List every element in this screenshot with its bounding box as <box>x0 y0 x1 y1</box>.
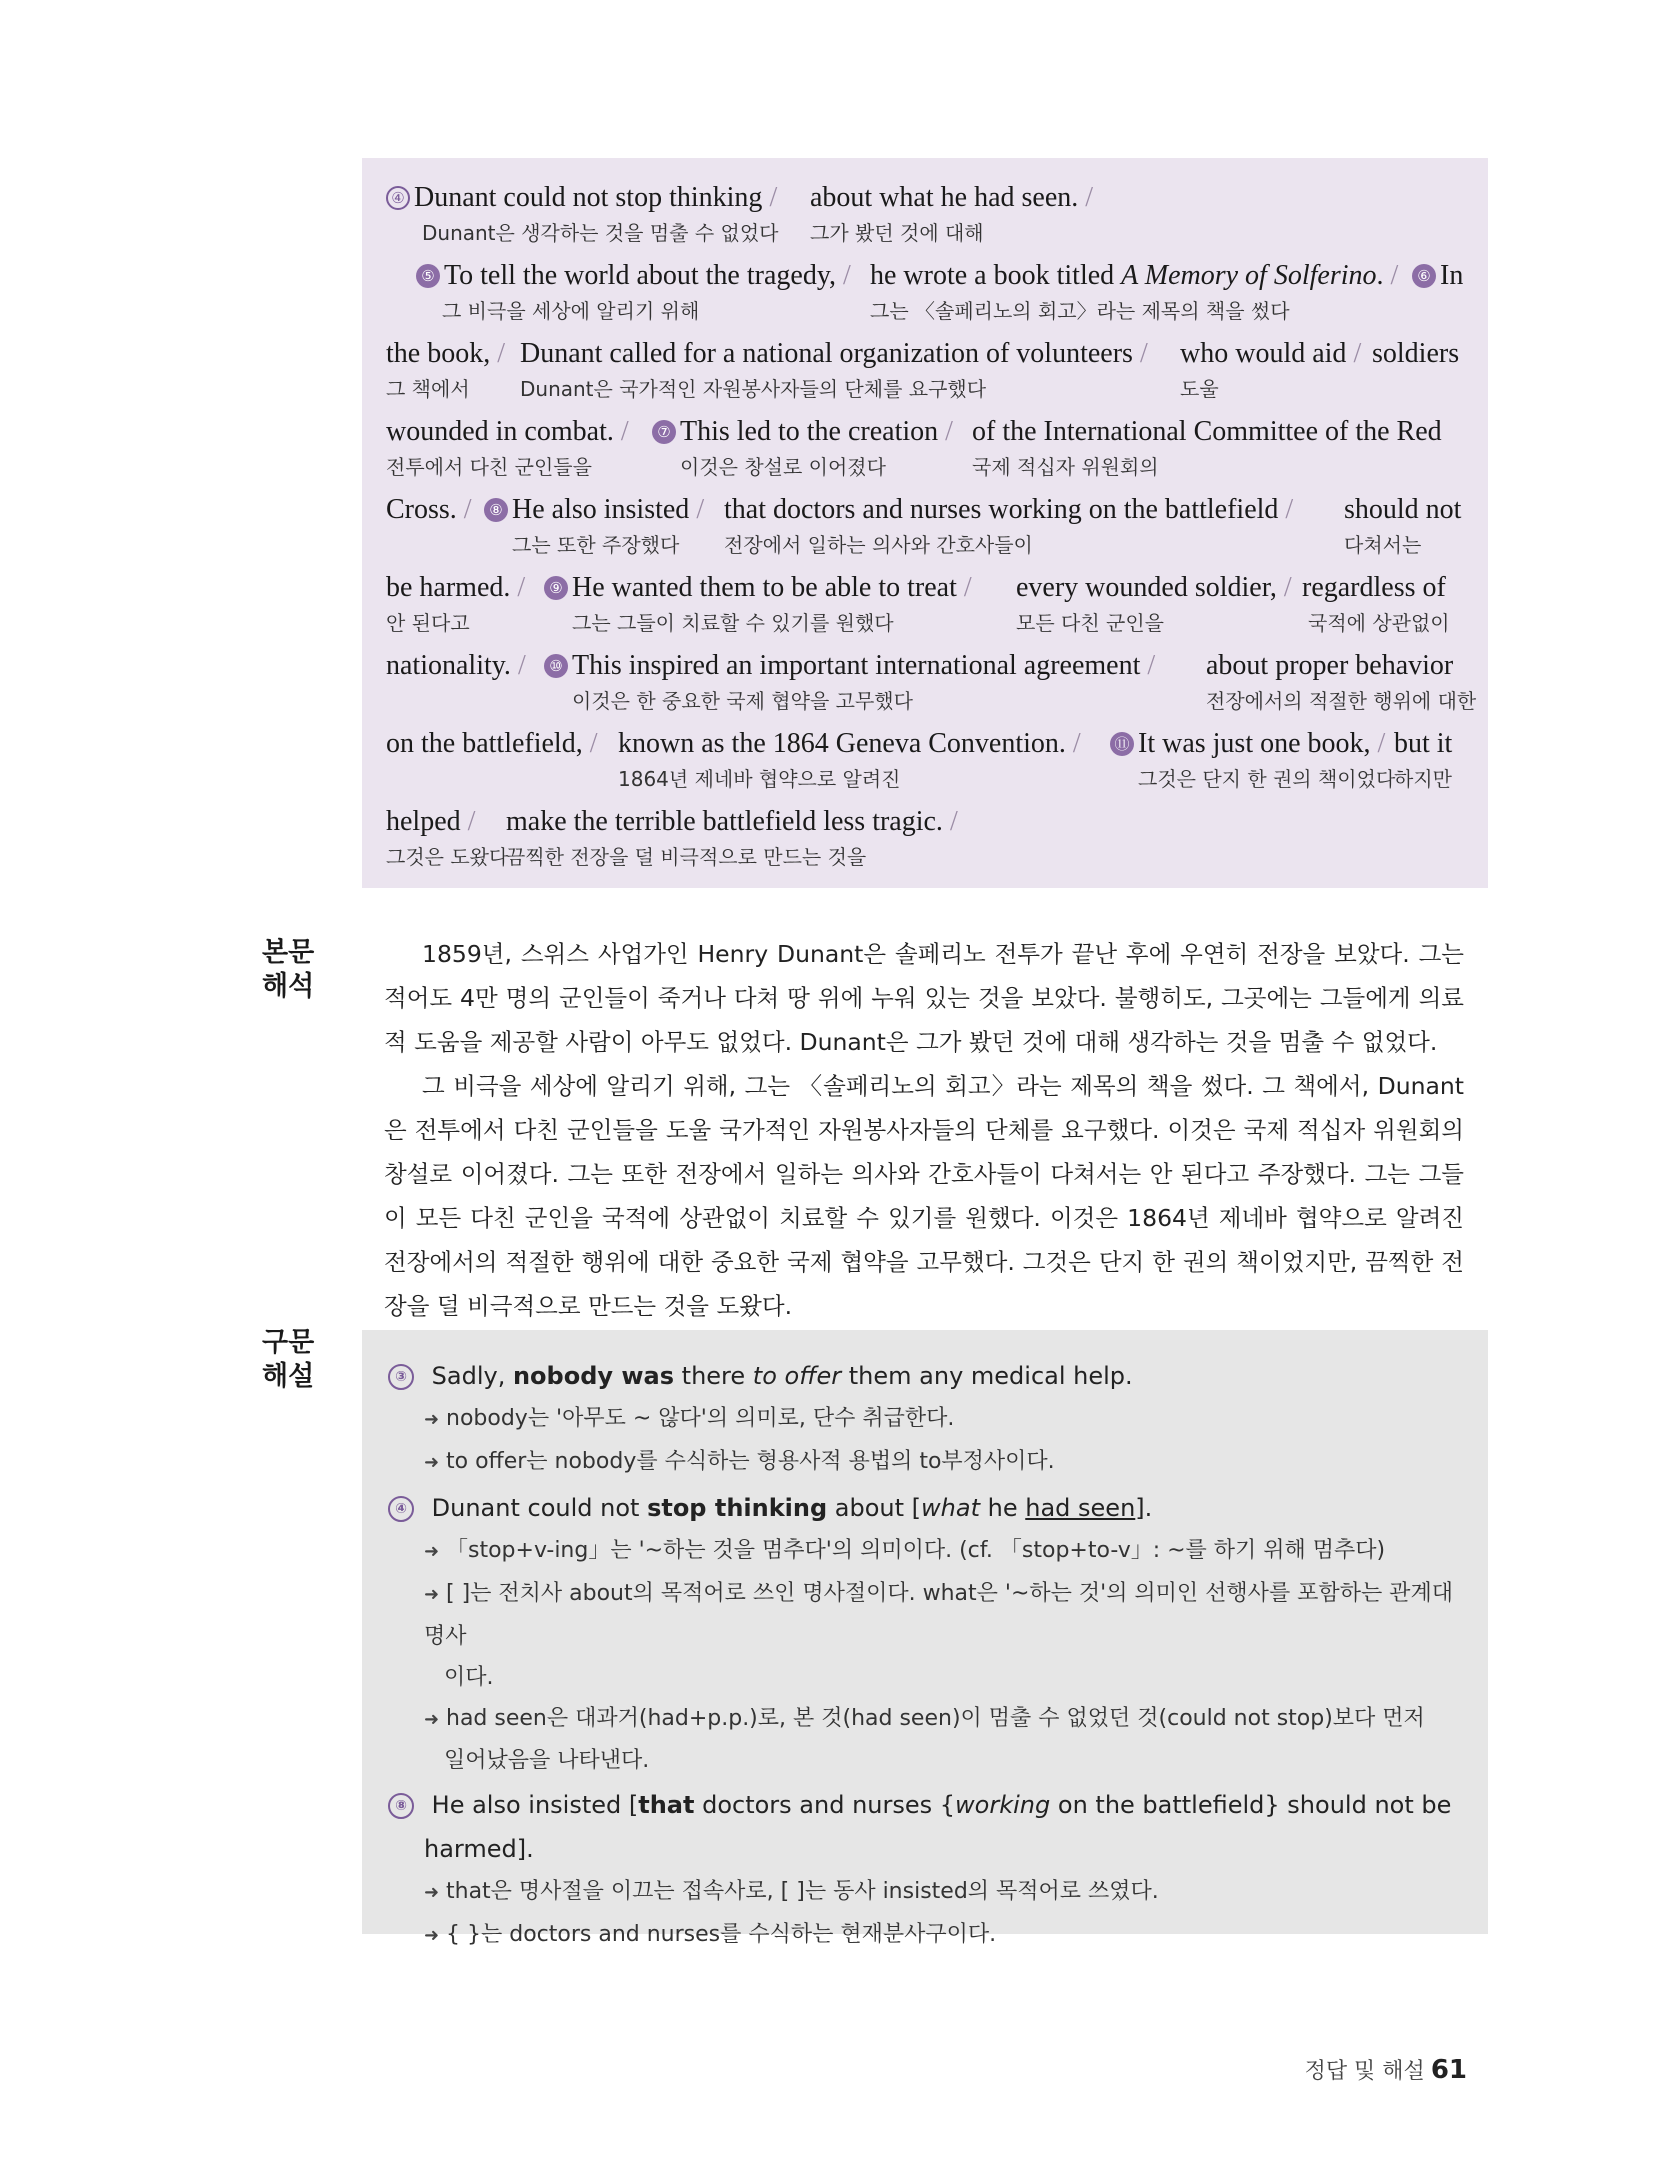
sentence-text: Sadly, <box>431 1362 513 1390</box>
segment-english-text: He also insisted <box>512 494 690 525</box>
chunk-slash: / <box>1085 182 1094 213</box>
chunk-slash: / <box>949 806 958 837</box>
note-text: { }는 doctors and nurses를 수식하는 현재분사구이다. <box>446 1922 997 1947</box>
segment-english <box>544 568 972 608</box>
arrow-icon: ➜ <box>424 1541 440 1562</box>
segment-korean: 끔찍한 전장을 덜 비극적으로 만드는 것을 <box>506 845 867 869</box>
sentence-italic: to offer <box>752 1362 842 1390</box>
sentence-text: he <box>980 1494 1026 1522</box>
segment-english <box>386 490 472 530</box>
reading-segment <box>972 412 1442 482</box>
chunk-slash: / <box>1283 572 1292 603</box>
arrow-icon: ➜ <box>424 1409 440 1430</box>
sentence-number: ⑩ <box>544 654 568 678</box>
segment-english-text: known as the 1864 Geneva Convention. <box>618 728 1066 759</box>
segment-english-text: about what he had seen. <box>810 182 1079 213</box>
segment-english-text: should not <box>1344 494 1462 525</box>
chunk-slash: / <box>1072 728 1081 759</box>
segment-english-text: who would aid <box>1180 338 1347 369</box>
sentence-text: them any medical help. <box>841 1362 1133 1390</box>
reading-segment <box>484 490 704 560</box>
segment-english <box>386 724 598 764</box>
chunk-slash: / <box>497 338 505 369</box>
translation-paragraph: 1859년, 스위스 사업가인 Henry Dunant은 솔페리노 전투가 끝난 후에 우연히 전장을 보았다. 그는 적어도 4만 명의 군인들이 죽거나 다쳐 땅 위에 누워 있는 것을 보았다. 불행히도, 그곳에는 그들에게 의료적 도움을 제공할 사람이 아무도 없었다. Dunant은 그가 봤던 것에 대해 생각하는 것을 멈출 수 없었다. <box>384 940 1464 1056</box>
segment-korean: 그것은 단지 한 권의 책이었다 <box>1138 767 1396 791</box>
reading-line <box>386 334 1464 412</box>
reading-segment <box>544 646 1155 716</box>
grammar-item <box>388 1486 1468 1530</box>
segment-english <box>810 178 1093 218</box>
label-line: 해석 <box>262 971 315 1002</box>
reading-segment <box>870 256 1398 326</box>
arrow-icon: ➜ <box>424 1584 440 1605</box>
reading-segment <box>386 490 472 530</box>
segment-korean: Dunant은 생각하는 것을 멈출 수 없었다 <box>422 221 779 245</box>
segment-english-text: every wounded soldier, <box>1016 572 1277 603</box>
segment-korean: 모든 다친 군인을 <box>1016 611 1164 635</box>
segment-english <box>386 646 526 686</box>
sentence-text: there <box>674 1362 753 1390</box>
chunk-slash: / <box>517 572 526 603</box>
reading-segment <box>506 802 958 872</box>
sentence-text: Dunant could not <box>431 1494 648 1522</box>
note-text: 「stop+v-ing」는 '~하는 것을 멈추다'의 의미이다. (cf. 「stop+to-v」: ~를 하기 위해 멈추다) <box>446 1538 1386 1563</box>
chunk-slash: / <box>1285 494 1294 525</box>
translation-paragraph: 그 비극을 세상에 알리기 위해, 그는 〈솔페리노의 회고〉라는 제목의 책을 썼다. 그 책에서, Dunant은 전투에서 다친 군인들을 도울 국가적인 자원봉사자들의 단체를 요구했다. 이것은 국제 적십자 위원회의 창설로 이어졌다. 그는 또한 전장에서 일하는 의사와 간호사들이 다쳐서는 안 된다고 주장했다. 그는 그들이 모든 다친 군인을 국적에 상관없이 치료할 수 있기를 원했다. 이것은 1864년 제네바 협약으로 알려진 전장에서의 적절한 행위에 대한 중요한 국제 협약을 고무했다. 그것은 단지 한 권의 책이었지만, 끔찍한 전장을 덜 비극적으로 만드는 것을 도왔다. <box>384 1072 1464 1320</box>
reading-segment <box>386 412 629 482</box>
segment-english <box>1344 490 1461 530</box>
segment-english-text: he wrote a book titled <box>870 260 1122 291</box>
grammar-note <box>424 1398 1468 1441</box>
segment-english <box>1302 568 1450 608</box>
segment-english-text: This led to the creation <box>680 416 939 447</box>
grammar-item <box>388 1354 1468 1398</box>
segment-english <box>1016 568 1292 608</box>
segment-korean: 그 비극을 세상에 알리기 위해 <box>442 299 700 323</box>
segment-english <box>972 412 1442 452</box>
segment-english-text: make the terrible battlefield less tragic. <box>506 806 943 837</box>
segment-english-text: He wanted them to be able to treat <box>572 572 957 603</box>
grammar-note-continued: 일어났음을 나타낸다. <box>444 1748 650 1773</box>
note-text: to offer는 nobody를 수식하는 형용사적 용법의 to부정사이다. <box>446 1449 1055 1474</box>
grammar-label <box>262 1326 332 1394</box>
chunk-slash: / <box>517 650 526 681</box>
reading-segment <box>544 568 972 638</box>
grammar-sentence <box>432 1362 1133 1390</box>
grammar-note <box>424 1871 1468 1914</box>
segment-korean: 그것은 도왔다 <box>386 845 509 869</box>
sentence-number: ④ <box>386 186 410 210</box>
segment-korean: 다쳐서는 <box>1344 533 1422 557</box>
segment-english <box>506 802 958 842</box>
translation-label <box>262 936 332 1004</box>
grammar-item <box>388 1783 1468 1827</box>
grammar-note-continued: 이다. <box>444 1665 494 1690</box>
reading-segment <box>810 178 1093 248</box>
page-footer <box>1305 2054 1467 2085</box>
label-line: 본문 <box>262 937 315 968</box>
segment-english <box>1412 256 1463 296</box>
segment-english <box>386 568 525 608</box>
sentence-number: ④ <box>388 1496 414 1522</box>
label-line: 구문 <box>262 1327 315 1358</box>
note-text: nobody는 '아무도 ~ 않다'의 의미로, 단수 취급한다. <box>446 1406 955 1431</box>
chunk-slash: / <box>963 572 972 603</box>
reading-segment <box>1016 568 1292 638</box>
sentence-bold: nobody was <box>512 1362 675 1390</box>
sentence-text: doctors and nurses { <box>694 1791 956 1819</box>
reading-segment <box>1372 334 1459 374</box>
segment-english-text: that doctors and nurses working on the battlefield <box>724 494 1279 525</box>
segment-english-text: nationality. <box>386 650 511 681</box>
note-text: that은 명사절을 이끄는 접속사로, [ ]는 동사 insisted의 목적어로 쓰였다. <box>446 1879 1159 1904</box>
segment-korean: 안 된다고 <box>386 611 470 635</box>
sentence-bold: stop thinking <box>647 1494 828 1522</box>
sentence-number: ⑧ <box>388 1793 414 1819</box>
sentence-text: ]. <box>1135 1494 1153 1522</box>
chunk-slash: / <box>945 416 953 447</box>
segment-english-text: . <box>1376 260 1384 291</box>
reading-segment <box>416 256 851 326</box>
grammar-note <box>424 1698 1468 1741</box>
reading-segment <box>386 802 508 872</box>
reading-line <box>386 256 1464 334</box>
segment-english-text: Dunant called for a national organization of volunteers <box>520 338 1133 369</box>
reading-segment <box>1110 724 1395 794</box>
reading-segment <box>386 646 526 686</box>
segment-english <box>724 490 1293 530</box>
segment-korean: 이것은 한 중요한 국제 협약을 고무했다 <box>572 689 913 713</box>
chunk-slash: / <box>1390 260 1399 291</box>
reading-segment <box>1394 724 1452 794</box>
grammar-note <box>424 1573 1468 1658</box>
sentence-text: on the battlefield} should not be <box>1050 1791 1452 1819</box>
translation-text <box>384 932 1464 1328</box>
arrow-icon: ➜ <box>424 1452 440 1473</box>
segment-english-text: It was just one book, <box>1138 728 1371 759</box>
segment-english-text: To tell the world about the tragedy, <box>444 260 836 291</box>
reading-segment <box>386 334 505 404</box>
segment-english-text: of the International Committee of the Red <box>972 416 1442 447</box>
grammar-box <box>362 1330 1488 1947</box>
segment-english-text: wounded in combat. <box>386 416 614 447</box>
segment-korean: Dunant은 국가적인 자원봉사자들의 단체를 요구했다 <box>520 377 987 401</box>
segment-english <box>386 178 778 218</box>
reading-box <box>362 158 1488 888</box>
grammar-note <box>424 1530 1468 1573</box>
reading-line <box>386 724 1464 802</box>
segment-english-text: Cross. <box>386 494 457 525</box>
reading-segment <box>1412 256 1463 296</box>
segment-english <box>1206 646 1476 686</box>
segment-english <box>386 802 508 842</box>
reading-segment <box>1180 334 1361 404</box>
reading-line <box>386 646 1477 724</box>
segment-english-text: Dunant could not stop thinking <box>414 182 763 213</box>
segment-korean: 1864년 제네바 협약으로 알려진 <box>618 767 901 791</box>
sentence-underlined: had seen <box>1025 1494 1136 1522</box>
note-text: [ ]는 전치사 about의 목적어로 쓰인 명사절이다. what은 '~하는 것'의 의미인 선행사를 포함하는 관계대명사 <box>424 1581 1453 1649</box>
sentence-number: ⑥ <box>1412 264 1436 288</box>
segment-english <box>386 412 629 452</box>
segment-english-text: about proper behavior <box>1206 650 1454 681</box>
chunk-slash: / <box>696 494 705 525</box>
segment-korean: 이것은 창설로 이어졌다 <box>680 455 886 479</box>
segment-english-text: be harmed. <box>386 572 511 603</box>
sentence-number: ③ <box>388 1364 414 1390</box>
segment-korean: 도울 <box>1180 377 1219 401</box>
footer-label: 정답 및 해설 <box>1304 2059 1425 2084</box>
label-line: 해설 <box>262 1361 315 1392</box>
segment-korean: 국제 적십자 위원회의 <box>972 455 1159 479</box>
chunk-slash: / <box>589 728 598 759</box>
segment-korean: 전장에서 일하는 의사와 간호사들이 <box>724 533 1033 557</box>
sentence-number: ⑪ <box>1110 732 1134 756</box>
segment-english <box>416 256 851 296</box>
reading-segment <box>724 490 1293 560</box>
arrow-icon: ➜ <box>424 1709 440 1730</box>
sentence-text: He also insisted [ <box>431 1791 639 1819</box>
sentence-italic: working <box>955 1791 1051 1819</box>
segment-english <box>544 646 1155 686</box>
arrow-icon: ➜ <box>424 1882 440 1903</box>
sentence-text: about [ <box>827 1494 922 1522</box>
reading-segment <box>618 724 1081 794</box>
segment-english-text: soldiers <box>1372 338 1460 369</box>
sentence-bold: that <box>638 1791 695 1819</box>
grammar-sentence <box>432 1791 1452 1819</box>
segment-english <box>1180 334 1361 374</box>
page-number: 61 <box>1430 2055 1467 2085</box>
grammar-note <box>424 1914 1468 1957</box>
reading-segment <box>386 568 525 638</box>
reading-segment <box>1344 490 1461 560</box>
arrow-icon: ➜ <box>424 1925 440 1946</box>
reading-segment <box>1206 646 1476 716</box>
chunk-slash: / <box>769 182 778 213</box>
reading-line <box>386 178 1464 256</box>
reading-segment <box>386 724 598 764</box>
chunk-slash: / <box>1353 338 1362 369</box>
reading-line <box>386 490 1464 568</box>
sentence-number: ⑧ <box>484 498 508 522</box>
sentence-number: ⑦ <box>652 420 676 444</box>
segment-english <box>520 334 1148 374</box>
chunk-slash: / <box>1377 728 1386 759</box>
segment-english <box>870 256 1398 296</box>
segment-english <box>652 412 953 452</box>
segment-english <box>484 490 704 530</box>
segment-korean: 전장에서의 적절한 행위에 대한 <box>1206 689 1477 713</box>
segment-english <box>386 334 505 374</box>
chunk-slash: / <box>620 416 629 447</box>
segment-english-text: regardless of <box>1302 572 1446 603</box>
chunk-slash: / <box>463 494 472 525</box>
segment-korean: 그는 〈솔페리노의 회고〉라는 제목의 책을 썼다 <box>870 299 1290 323</box>
reading-segment <box>386 178 778 248</box>
chunk-slash: / <box>1147 650 1156 681</box>
segment-english-text: but it <box>1394 728 1453 759</box>
sentence-number: ⑨ <box>544 576 568 600</box>
note-text: had seen은 대과거(had+p.p.)로, 본 것(had seen)이 멈출 수 없었던 것(could not stop)보다 먼저 <box>446 1706 1425 1731</box>
segment-korean: 그 책에서 <box>386 377 470 401</box>
chunk-slash: / <box>1139 338 1148 369</box>
segment-korean: 그가 봤던 것에 대해 <box>810 221 984 245</box>
segment-english-text: In <box>1440 260 1464 291</box>
segment-english-text: helped <box>386 806 461 837</box>
segment-english <box>1372 334 1459 374</box>
grammar-sentence <box>432 1494 1153 1522</box>
segment-english <box>1394 724 1452 764</box>
chunk-slash: / <box>467 806 476 837</box>
segment-english-text: the book, <box>386 338 491 369</box>
segment-english <box>1110 724 1395 764</box>
book-title: A Memory of Solferino <box>1121 260 1377 291</box>
reading-segment <box>652 412 953 482</box>
segment-english-text: This inspired an important international agreement <box>572 650 1141 681</box>
chunk-slash: / <box>843 260 851 291</box>
reading-line <box>386 412 1464 490</box>
grammar-sentence-continued: harmed]. <box>424 1835 534 1863</box>
reading-line <box>386 568 1464 646</box>
reading-segment <box>1302 568 1450 638</box>
segment-korean: 하지만 <box>1394 767 1452 791</box>
reading-line <box>386 802 1464 880</box>
segment-english-text: on the battlefield, <box>386 728 583 759</box>
sentence-number: ⑤ <box>416 264 440 288</box>
segment-korean: 국적에 상관없이 <box>1308 611 1450 635</box>
segment-korean: 전투에서 다친 군인들을 <box>386 455 592 479</box>
segment-korean: 그는 그들이 치료할 수 있기를 원했다 <box>572 611 894 635</box>
grammar-note <box>424 1441 1468 1484</box>
segment-korean: 그는 또한 주장했다 <box>512 533 680 557</box>
reading-segment <box>520 334 1148 404</box>
sentence-italic: what <box>921 1494 981 1522</box>
segment-english <box>618 724 1081 764</box>
